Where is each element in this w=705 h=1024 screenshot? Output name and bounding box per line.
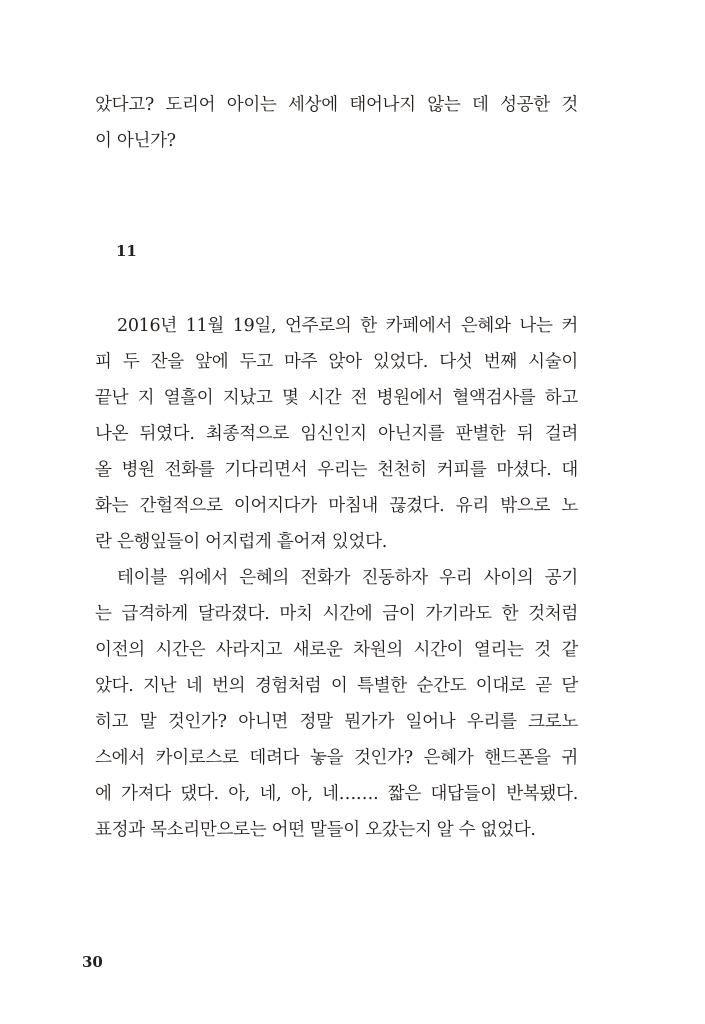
text-line: 는 급격하게 달라졌다. 마치 시간에 금이 가기라도 한 것처럼 <box>95 604 578 624</box>
text-line: 에 가져다 댔다. 아, 네, 아, 네……. 짧은 대답들이 반복됐다. <box>95 784 578 804</box>
section-number: 11 <box>116 242 137 260</box>
text-line: 올 병원 전화를 기다리면서 우리는 천천히 커피를 마셨다. 대 <box>95 460 578 480</box>
text-line: 란 은행잎들이 어지럽게 흩어져 있었다. <box>95 532 387 552</box>
text-line: 나온 뒤였다. 최종적으로 임신인지 아닌지를 판별한 뒤 걸려 <box>95 424 578 444</box>
text-line: 이전의 시간은 사라지고 새로운 차원의 시간이 열리는 것 같 <box>95 640 578 660</box>
text-line: 스에서 카이로스로 데려다 놓을 것인가? 은혜가 핸드폰을 귀 <box>95 748 578 768</box>
text-line: 표정과 목소리만으로는 어떤 말들이 오갔는지 알 수 없었다. <box>95 820 536 840</box>
text-line: 았다고? 도리어 아이는 세상에 태어나지 않는 데 성공한 것 <box>95 95 578 115</box>
text-line: 이 아닌가? <box>95 131 176 151</box>
text-line: 화는 간헐적으로 이어지다가 마침내 끊겼다. 유리 밖으로 노 <box>95 496 578 516</box>
text-line: 히고 말 것인가? 아니면 정말 뭔가가 일어나 우리를 크로노 <box>95 712 578 732</box>
text-line: 끝난 지 열흘이 지났고 몇 시간 전 병원에서 혈액검사를 하고 <box>95 388 578 408</box>
page-number: 30 <box>82 953 103 971</box>
text-line: 피 두 잔을 앞에 두고 마주 앉아 있었다. 다섯 번째 시술이 <box>95 352 578 372</box>
text-line: 았다. 지난 네 번의 경험처럼 이 특별한 순간도 이대로 곧 닫 <box>95 676 578 696</box>
text-line: 테이블 위에서 은혜의 전화가 진동하자 우리 사이의 공기 <box>117 568 578 588</box>
text-line: 2016년 11월 19일, 언주로의 한 카페에서 은혜와 나는 커 <box>117 316 578 336</box>
